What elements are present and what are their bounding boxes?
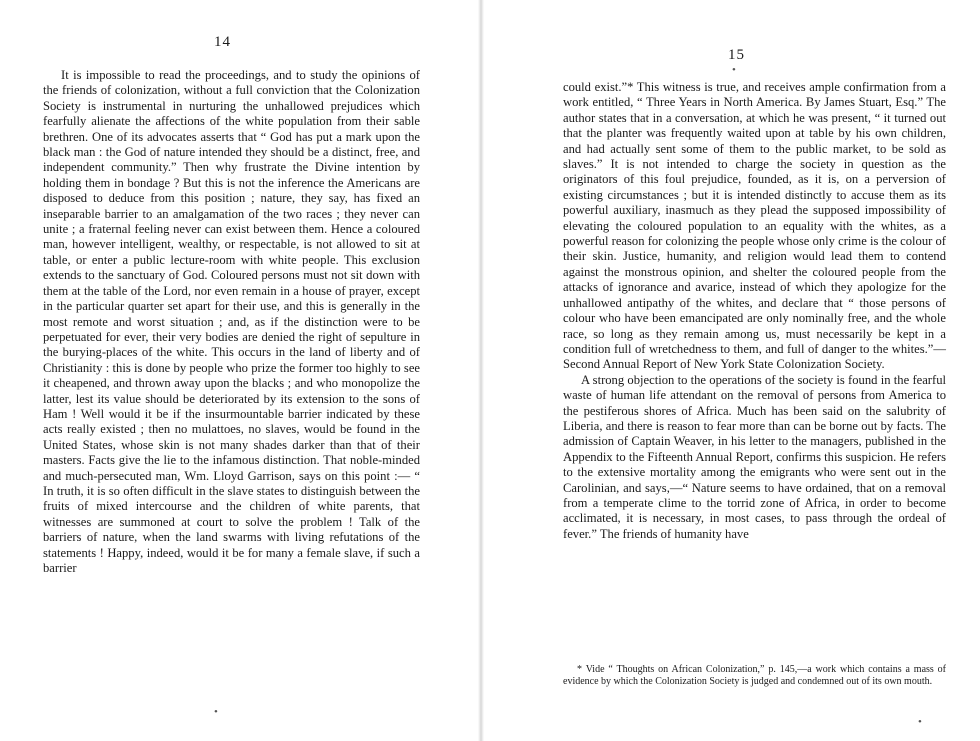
- page-number-left: 14: [214, 34, 231, 50]
- left-page: [0, 0, 470, 741]
- left-page-body: [43, 68, 420, 576]
- top-mark-right: •: [732, 64, 736, 76]
- bottom-mark-left: •: [214, 706, 218, 718]
- left-paragraph: It is impossible to read the proceedings, and to study the opinions of the friends of colonization, without a full conviction that the Colonization Society is instrumental in nurturing the unhallowed prejudices which fearfully alienate the affections of the white population from their sable brethren. One of its advocates asserts that “ God has put a mark upon the black man : the God of nature intended they should be a distinct, free, and independent community.” Then why frustrate the Divine intention by holding them in bondage ? But this is not the inference the Americans are disposed to deduce from this position ; nature, they say, has fixed an inseparable barrier to an amalgamation of the two races ; they never can unite ; a fraternal feeling never can exist between them. Hence a coloured man, however intelligent, wealthy, or respectable, is not allowed to sit at table, or enter a public lecture-room with white people. This exclusion extends to the sanctuary of God. Coloured persons must not sit down with them at the table of the Lord, nor even remain in a house of prayer, except in the particular quarter set apart for their use, and this is generally in the most remote and worst situation ; and, as if the distinction were to be perpetuated for ever, their very bodies are denied the right of sepulture in the burying-places of the white. This occurs in the land of liberty and of Christianity : this is done by people who prize the former too highly to see it cheapened, and thrown away upon the blacks ; and who monopolize the latter, lest its value should be deteriorated by its extension to the sons of Ham ! Well would it be if the insurmountable barrier indicated by these acts really existed ; then no mulattoes, no slaves, would be found in the United States, whose skin is not many shades darker than that of their masters. Facts give the lie to the infamous distinction. That noble-minded and much-persecuted man, Wm. Lloyd Garrison, says on this point :— “ In truth, it is so often difficult in the slave states to distinguish between the fruits of mixed intercourse and the children of white parents, that witnesses are summoned at court to solve the problem ! Talk of the barriers of nature, when the land swarms with living refutations of the statements ! Happy, indeed, would it be for many a female slave, if such a barrier: [43, 68, 420, 575]
- right-paragraph-1: could exist.”* This witness is true, and receives ample confirmation from a work entitled, “ Three Years in North America. By James Stuart, Esq.” The author states that in a conversation, at which he was present, “ it turned out that the planter was frequently waited upon at table by his own children, and had actually sent some of them to the public market, to be sold as slaves.” It is not intended to charge the society in question as the originators of this foul prejudice, founded, as it is, on a perversion of existing circumstances ; but it is intended distinctly to accuse them as its powerful auxiliary, inasmuch as they plead the supposed impossibility of elevating the coloured population to an equality with the whites, as a powerful reason for colonizing the people whose only crime is the colour of their skin. Justice, humanity, and religion would lead them to contend against the monstrous opinion, and shelter the coloured people from the attacks of ignorance and avarice, instead of which they apologize for the unhallowed antipathy of the whites, and declare that “ those persons of colour who have been emancipated are only nominally free, and the whole race, so long as they remain among us, must necessarily be kept in a condition full of wretchedness to them, and full of danger to the whites.”—Second Annual Report of New York State Colonization Society.: [563, 80, 946, 372]
- book-gutter: [478, 0, 484, 741]
- footnote: [563, 664, 946, 689]
- page-number-right: 15: [728, 47, 745, 63]
- right-page-body: [563, 80, 946, 542]
- footnote-text: * Vide “ Thoughts on African Colonization,” p. 145,—a work which contains a mass of evidence by which the Colonization Society is judged and condemned out of its own mouth.: [563, 664, 946, 688]
- right-paragraph-2: A strong objection to the operations of the society is found in the fearful waste of human life attendant on the removal of persons from America to the pestiferous shores of Africa. Much has been said on the salubrity of Liberia, and there is reason to fear more than can be borne out by facts. The admission of Captain Weaver, in his letter to the managers, published in the Appendix to the Fifteenth Annual Report, confirms this suspicion. He refers to the extensive mortality among the emigrants who were sent out in the Carolinian, and says,—“ Nature seems to have ordained, that on a removal from a temperate clime to the torrid zone of Africa, in order to become acclimated, it is necessary, in most cases, to pass through the ordeal of fever.” The friends of humanity have: [563, 372, 946, 541]
- right-page: [490, 0, 980, 741]
- bottom-mark-right: •: [918, 716, 922, 728]
